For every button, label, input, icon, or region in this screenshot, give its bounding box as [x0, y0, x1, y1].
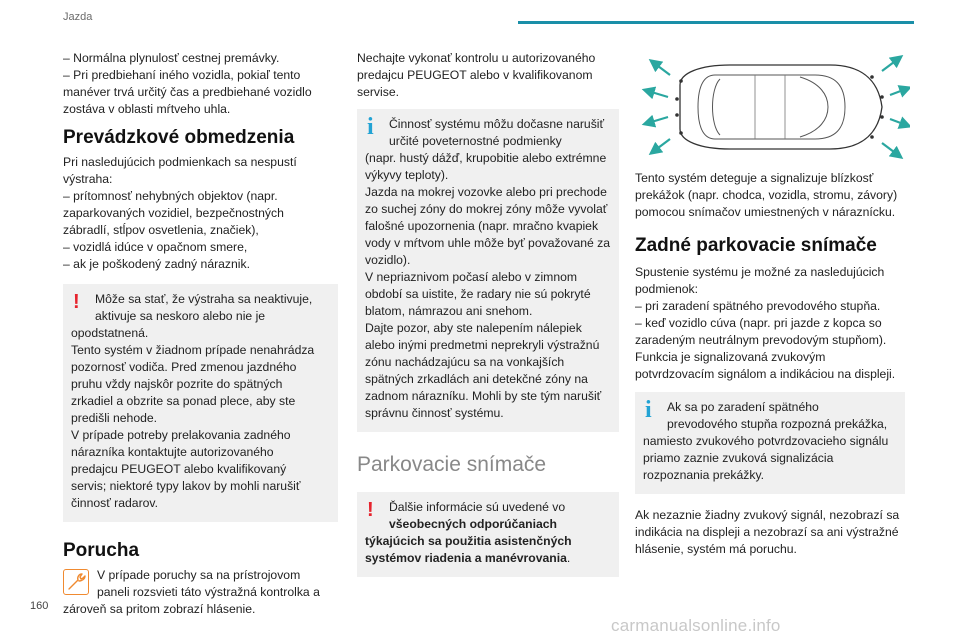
text-line: vody v mŕtvom uhle môže byť považované za	[365, 236, 611, 250]
text-line: Dajte pozor, aby ste nalepením nálepiek	[365, 321, 582, 335]
text-line: predajcu PEUGEOT alebo kvalifikovaný	[71, 462, 287, 476]
text-line: zaradeným neutrálnym prevodovým stupňom).	[635, 333, 887, 347]
text-line	[365, 550, 611, 567]
text-line: zároveň sa pritom zobrazí hlásenie.	[63, 602, 256, 616]
text-line: zaparkovaných vozidiel, bezpečnostných	[63, 206, 284, 220]
heading-parking-sensors: Parkovacie snímače	[357, 453, 547, 476]
text-line: výkyvy teploty).	[365, 168, 449, 182]
text-line: V prípade potreby prelakovania zadného	[71, 428, 291, 442]
text-line: Pri nasledujúcich podmienkach sa nespustí	[63, 155, 297, 169]
text-line: zrkadiel a obzrite sa ponad plece, aby ste	[71, 394, 296, 408]
text-line: – vozidlá idúce v opačnom smere,	[63, 240, 248, 254]
text-line: činnosť radarov.	[71, 496, 158, 510]
rear-paragraph	[635, 264, 905, 383]
text-line: Tento systém v žiadnom prípade nenahrádza	[71, 343, 315, 357]
text-line: predišli nehode.	[71, 411, 158, 425]
text-line: výstraha:	[63, 172, 113, 186]
text-line: spätných zrkadlách ani detekčné zóny na	[365, 372, 588, 386]
column-middle	[357, 50, 619, 577]
text-line: všeobecných odporúčaniach	[389, 517, 557, 531]
text-line: týkajúcich sa použitia asistenčných	[365, 534, 572, 548]
text-line: – Pri predbiehaní iného vozidla, pokiaľ tento	[63, 68, 301, 82]
parking-sensor-diagram	[640, 55, 910, 160]
text-line: manéver trvá určitý čas a predbiehané vozidlo	[63, 85, 312, 99]
text-line: alebo inými predmetmi neprekryli výstražnú	[365, 338, 600, 352]
text-line: Ďalšie informácie sú uvedené vo	[389, 500, 566, 514]
text-line: období sa uistite, že radary nie sú pokryté	[365, 287, 591, 301]
text-line: zo suchej zóny do mokrej zóny môže vyvolať	[365, 202, 608, 216]
text-line: servise.	[357, 85, 399, 99]
text-line: pozornosť vodiča. Pred zmenou jazdného	[71, 360, 297, 374]
warning-exclamation-icon: !	[73, 291, 80, 313]
text-line: Spustenie systému je možné za nasledujúcich	[635, 265, 885, 279]
column-right	[635, 170, 905, 558]
warning-box-parking	[357, 492, 619, 577]
text-line: zadnom nárazníku. Mohli by ste tým narušiť	[365, 389, 602, 403]
text-line: opodstatnená.	[71, 326, 149, 340]
text-line: V nepriaznivom počasí alebo v zimnom	[365, 270, 578, 284]
text-line: Ak sa po zaradení spätného	[667, 400, 819, 414]
text-line: namiesto zvukového potvrdzovacieho signálu	[643, 434, 889, 448]
heading-operating-limits: Prevádzkové obmedzenia	[63, 127, 295, 148]
text-line: prevodového stupňa rozpozná prekážka,	[667, 417, 888, 431]
text-line: (napr. hustý dážď, krupobitie alebo extrémne	[365, 151, 607, 165]
text-line: nárazníka kontaktujte autorizovaného	[71, 445, 274, 459]
header-accent-bar	[518, 21, 914, 24]
column-left	[63, 50, 338, 618]
text-line: Jazda na mokrej vozovke alebo pri prechode	[365, 185, 607, 199]
text-line: zábradlí, stĺpov osvetlenia, značiek),	[63, 223, 259, 237]
detect-paragraph	[635, 170, 905, 221]
text-line: pomocou snímačov umiestnených v náraznícku.	[635, 205, 896, 219]
text-line: hlásenie, systém má poruchu.	[635, 542, 797, 556]
fault-paragraph	[63, 567, 338, 618]
car-top-view-illustration	[640, 55, 910, 160]
warning-box	[63, 284, 338, 522]
text-line: Môže sa stať, že výstraha sa neaktivuje,	[95, 292, 313, 306]
fault-paragraph-rear	[635, 507, 905, 558]
text-line: falošné upozornenia (napr. mračno kvapiek	[365, 219, 599, 233]
heading-fault: Porucha	[63, 540, 140, 561]
text-line: servis; niektoré typy lakov by mohli narušiť	[71, 479, 301, 493]
text-line: určité poveternostné podmienky	[389, 134, 562, 148]
heading-rear-parking-sensors: Zadné parkovacie snímače	[635, 235, 877, 256]
text-line: podmienok:	[635, 282, 699, 296]
running-header: Jazda	[63, 11, 93, 23]
text-line: predajcu PEUGEOT alebo v kvalifikovanom	[357, 68, 593, 82]
text-line: Funkcia je signalizovaná zvukovým	[635, 350, 826, 364]
text-line: paneli rozsvieti táto výstražná kontrolka a	[97, 585, 320, 599]
text-line: aktivuje sa neskoro alebo nie je	[95, 309, 266, 323]
bold-text: systémov riadenia a manévrovania	[365, 551, 567, 565]
text-line: Nechajte vykonať kontrolu u autorizovaného	[357, 51, 596, 65]
check-paragraph	[357, 50, 619, 101]
text-line: vozidlo).	[365, 253, 411, 267]
text-line: Ak nezaznie žiadny zvukový signál, nezobrazí sa	[635, 508, 900, 522]
punctuation: .	[566, 551, 571, 565]
warning-exclamation-icon: !	[367, 499, 374, 521]
info-box-rear	[635, 392, 905, 494]
text-line: – ak je poškodený zadný náraznik.	[63, 257, 250, 271]
text-line: – pri zaradení spätného prevodového stupňa.	[635, 299, 881, 313]
text-line: – Normálna plynulosť cestnej premávky.	[63, 51, 280, 65]
text-line: správnu činnosť systému.	[365, 406, 504, 420]
text-line: prekážok (napr. chodca, vozidla, stromu, závory)	[635, 188, 898, 202]
text-line: – keď vozidlo cúva (napr. pri jazde z kopca so	[635, 316, 882, 330]
text-line: priamo zaznie zvuková signalizácia	[643, 451, 834, 465]
text-line: – prítomnosť nehybných objektov (napr.	[63, 189, 278, 203]
info-box	[357, 109, 619, 432]
text-line: blatom, námrazou ani snehom.	[365, 304, 533, 318]
text-line: V prípade poruchy sa na prístrojovom	[97, 568, 301, 582]
wrench-warning-icon	[63, 569, 89, 595]
text-line: zónu nachádzajúcu sa na vonkajších	[365, 355, 565, 369]
watermark: carmanualsonline.info	[611, 616, 781, 635]
text-line: potvrdzovacím signálom a indikáciou na displeji.	[635, 367, 896, 381]
info-i-icon: i	[367, 114, 374, 140]
text-line: pruhu vždy najskôr pozrite do spätných	[71, 377, 283, 391]
text-line: zostáva v oblasti mŕtveho uhla.	[63, 102, 231, 116]
text-line: indikácia na displeji a nezobrazí sa ani výstražné	[635, 525, 899, 539]
text-line: Činnosť systému môžu dočasne narušiť	[389, 117, 605, 131]
page-number: 160	[30, 600, 49, 612]
intro-list	[63, 50, 338, 118]
text-line: Tento systém deteguje a signalizuje blízkosť	[635, 171, 874, 185]
limits-paragraph	[63, 154, 338, 273]
text-line: rozpoznania prekážky.	[643, 468, 765, 482]
info-i-icon: i	[645, 397, 652, 423]
